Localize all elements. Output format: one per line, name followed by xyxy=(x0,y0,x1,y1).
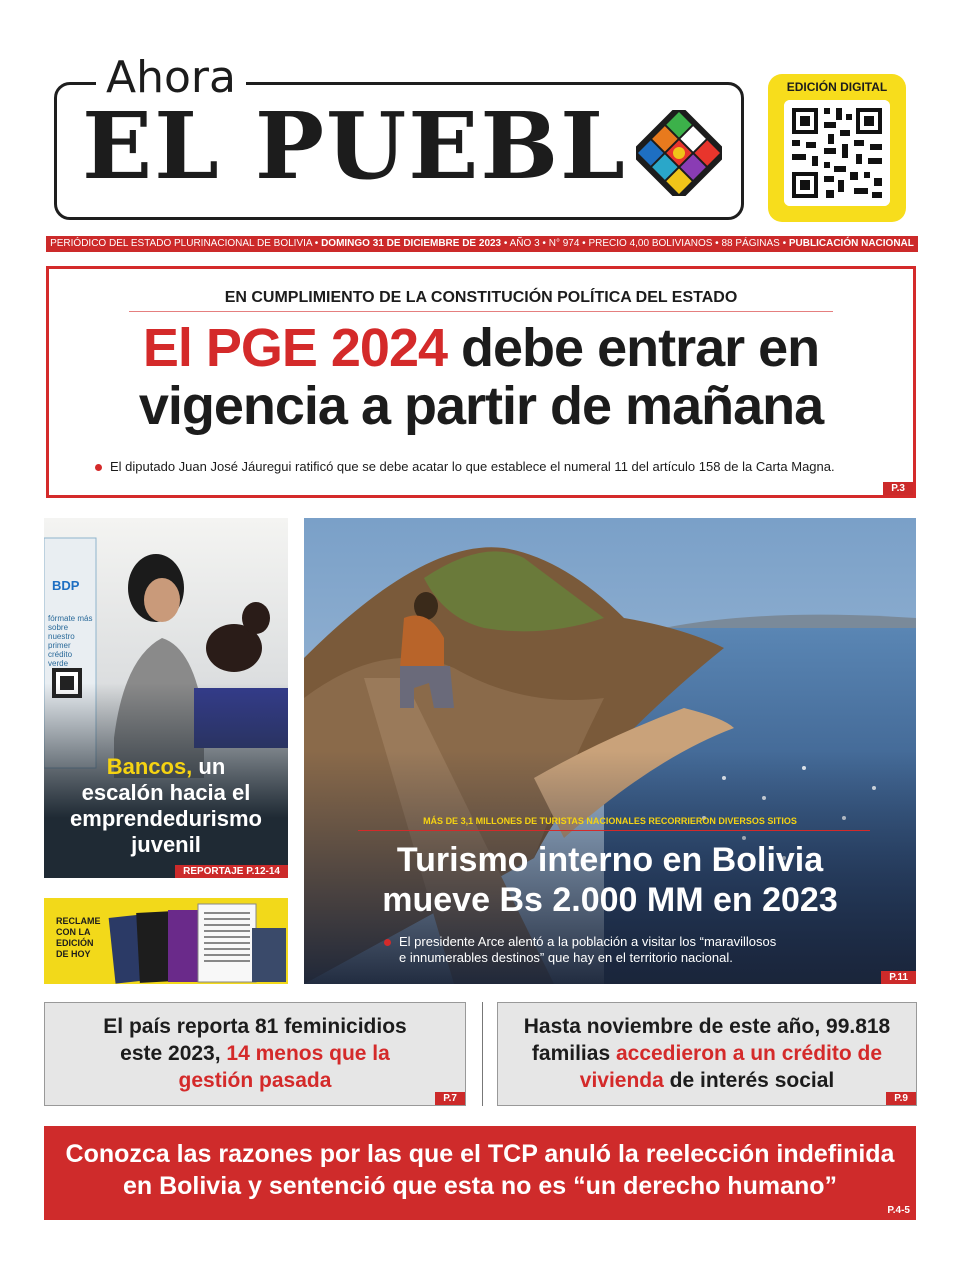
housing-l3a: vivienda xyxy=(579,1069,664,1092)
main-story-bullet xyxy=(95,459,835,474)
reclame-promo[interactable] xyxy=(44,898,288,984)
bdp-sign-brand: BDP xyxy=(52,578,80,593)
femicide-l1: El país reporta 81 feminicidios xyxy=(103,1015,407,1038)
main-story-headline[interactable] xyxy=(49,319,913,435)
reclame-l2: CON LA xyxy=(56,927,91,937)
strip-scope: PUBLICACIÓN NACIONAL xyxy=(788,238,914,249)
digital-edition-panel[interactable] xyxy=(768,74,906,222)
banks-line2: escalón hacia el xyxy=(81,780,251,805)
housing-l1: Hasta noviembre de este año, 99.818 xyxy=(523,1015,891,1038)
tourism-bullet xyxy=(384,934,776,966)
page-tag: P.3 xyxy=(883,482,913,495)
strip-number: N° 974 xyxy=(548,238,580,249)
housing-page-tag: P.9 xyxy=(886,1092,916,1105)
housing-l3b: de interés social xyxy=(663,1069,835,1092)
strip-price: PRECIO 4,00 BOLIVIANOS xyxy=(588,238,713,249)
main-story[interactable] xyxy=(46,266,916,498)
femicide-l3: gestión pasada xyxy=(178,1069,332,1092)
housing-headline xyxy=(498,1013,916,1094)
tcp-story[interactable] xyxy=(44,1126,916,1220)
strip-description: PERIÓDICO DEL ESTADO PLURINACIONAL DE BOLIVIA xyxy=(50,238,313,249)
housing-l2a: familias xyxy=(531,1042,616,1065)
femicide-page-tag: P.7 xyxy=(435,1092,465,1105)
strip-pages: 88 PÁGINAS xyxy=(721,238,780,249)
housing-l2b: accedieron a un crédito de xyxy=(615,1042,883,1065)
main-story-kicker: EN CUMPLIMIENTO DE LA CONSTITUCIÓN POLÍTICA DEL ESTADO xyxy=(224,289,738,306)
housing-story[interactable] xyxy=(497,1002,917,1106)
femicide-l2a: este 2023, xyxy=(120,1042,227,1065)
reclame-l4: DE HOY xyxy=(56,949,91,959)
headline-highlight: El PGE 2024 xyxy=(142,318,448,378)
edition-info-strip: PERIÓDICO DEL ESTADO PLURINACIONAL DE BOLIVIA • DOMINGO 31 DE DICIEMBRE DE 2023 • AÑO 3 • N° 974 • PRECIO 4,00 BOLIVIANOS • 88 PÁGINAS • PUBLICACIÓN NACIONAL xyxy=(46,236,918,252)
banks-story-headline[interactable] xyxy=(44,754,288,858)
tourism-page-tag: P.11 xyxy=(881,971,916,984)
femicide-story[interactable] xyxy=(44,1002,466,1106)
tourism-kicker: MÁS DE 3,1 MILLONES DE TURISTAS NACIONALES RECORRIERON DIVERSOS SITIOS xyxy=(423,816,797,826)
tourism-divider xyxy=(358,830,870,831)
tourism-bullet-l2: e innumerables destinos” que hay en el territorio nacional. xyxy=(399,950,733,965)
column-divider xyxy=(482,1002,483,1106)
strip-date: DOMINGO 31 DE DICIEMBRE DE 2023 xyxy=(321,238,502,249)
banks-line4: juvenil xyxy=(131,832,201,857)
tourism-headline[interactable] xyxy=(304,840,916,920)
bullet-dot-icon xyxy=(95,464,102,471)
tourism-story[interactable] xyxy=(304,518,916,984)
chakana-logo-icon xyxy=(636,110,722,196)
reclame-text xyxy=(56,916,101,960)
tourism-title-l2: mueve Bs 2.000 MM en 2023 xyxy=(382,881,838,919)
headline-line2: vigencia a partir de mañana xyxy=(138,376,824,436)
masthead-ahora: Ahora xyxy=(96,52,246,103)
banks-line3: emprendedurismo xyxy=(70,806,262,831)
qr-code-icon[interactable] xyxy=(784,100,890,206)
masthead-brand[interactable]: EL PUEBL xyxy=(82,92,627,200)
banks-highlight: Bancos, xyxy=(106,754,193,779)
reclame-l1: RECLAME xyxy=(56,916,101,926)
banks-page-tag: REPORTAJE P.12-14 xyxy=(175,865,288,878)
reclame-l3: EDICIÓN xyxy=(56,938,94,948)
main-story-bullet-text: El diputado Juan José Jáuregui ratificó que se debe acatar lo que establece el numeral 11 del artículo 158 de la Carta Magna. xyxy=(110,459,835,474)
kicker-divider xyxy=(129,311,833,312)
tcp-headline xyxy=(44,1138,916,1202)
digital-edition-label: EDICIÓN DIGITAL xyxy=(786,80,888,94)
bullet-dot-icon xyxy=(384,939,391,946)
strip-year: AÑO 3 xyxy=(509,238,540,249)
tcp-l1: Conozca las razones por las que el TCP anuló la reelección indefinida xyxy=(65,1140,895,1168)
banks-line1: un xyxy=(192,754,226,779)
banks-story[interactable] xyxy=(44,518,288,878)
tcp-page-tag: P.4-5 xyxy=(887,1205,910,1216)
femicide-l2b: 14 menos que la xyxy=(226,1042,390,1065)
headline-line1: debe entrar en xyxy=(447,318,820,378)
magazine-covers-image xyxy=(102,902,288,984)
tourism-title-l1: Turismo interno en Bolivia xyxy=(396,841,824,879)
bdp-sign-text: fórmate más sobre nuestro primer crédito verde xyxy=(48,614,93,668)
tcp-l2: en Bolivia y sentenció que esta no es “un derecho humano” xyxy=(122,1172,838,1200)
femicide-headline xyxy=(45,1013,465,1094)
tourism-bullet-l1: El presidente Arce alentó a la población a visitar los “maravillosos xyxy=(399,934,777,949)
